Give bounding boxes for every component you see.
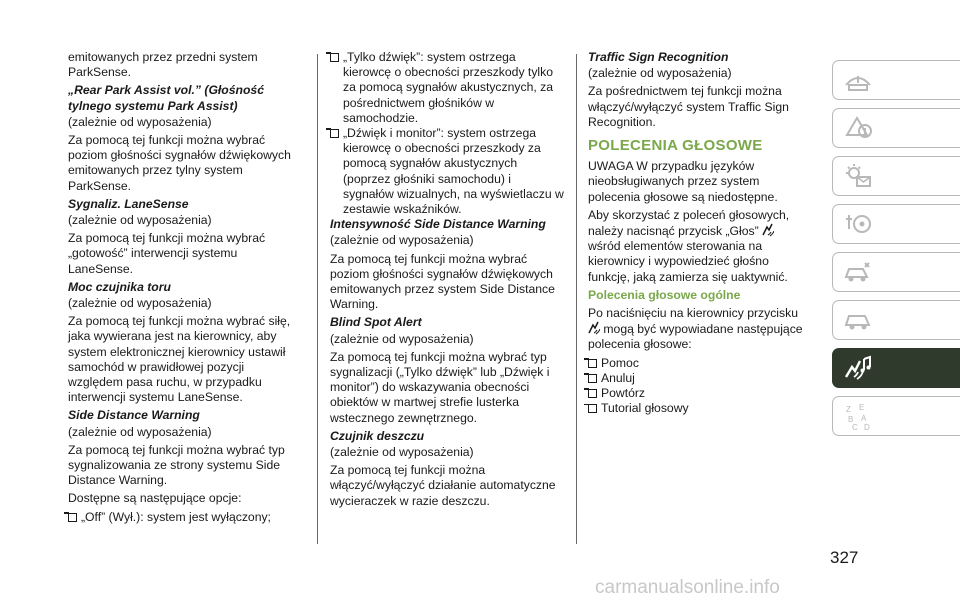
svg-text:Z: Z bbox=[846, 405, 851, 414]
bullet-box-icon bbox=[588, 389, 597, 398]
bullet-box-icon bbox=[330, 53, 339, 62]
bullet-text: „Off” (Wył.): system jest wyłączony; bbox=[81, 509, 271, 524]
chapter-tabs bbox=[832, 60, 960, 444]
bullet-box-icon bbox=[588, 404, 597, 413]
availability-note: (zależnie od wyposażenia) bbox=[330, 233, 474, 248]
voice-command-icon bbox=[762, 223, 774, 237]
voice-command-icon bbox=[588, 321, 600, 335]
heading-blind-spot-alert: Blind Spot Alert bbox=[330, 315, 422, 330]
paragraph: emitowanych przez przedni system ParkSense. bbox=[68, 50, 258, 80]
heading-rear-park-assist-vol: „Rear Park Assist vol.” (Głośność tylnego systemu Park Assist) bbox=[68, 83, 264, 113]
paragraph bbox=[588, 306, 808, 353]
heading-sdw-intensity: Intensywność Side Distance Warning bbox=[330, 217, 546, 232]
paragraph: Za pomocą tej funkcji można wybrać „gotowość” interwencji systemu LaneSense. bbox=[68, 231, 266, 276]
paragraph: Za pomocą tej funkcji można wybrać poziom głośności sygnałów dźwiękowych emitowanych przez tylny system ParkSense. bbox=[68, 133, 291, 193]
warning-info-icon bbox=[843, 113, 873, 143]
bullet-box-icon bbox=[588, 374, 597, 383]
bullet-item bbox=[588, 386, 808, 401]
car-crash-icon bbox=[843, 257, 873, 287]
paragraph-text: Po naciśnięciu na kierownicy przycisku bbox=[588, 306, 798, 321]
multimedia-voice-icon bbox=[843, 353, 873, 383]
bullet-item bbox=[330, 126, 564, 217]
bullet-text: Anuluj bbox=[601, 370, 635, 385]
bullet-text: Pomoc bbox=[601, 355, 639, 370]
column-separator bbox=[576, 54, 577, 544]
bullet-text: Tutorial głosowy bbox=[601, 401, 689, 416]
paragraph: Dostępne są następujące opcje: bbox=[68, 491, 242, 506]
watermark: carmanualsonline.info bbox=[595, 577, 780, 598]
heading-rain-sensor: Czujnik deszczu bbox=[330, 428, 425, 443]
column-separator bbox=[317, 54, 318, 544]
bullet-box-icon bbox=[330, 129, 339, 138]
tab-service[interactable] bbox=[832, 300, 960, 340]
availability-note: (zależnie od wyposażenia) bbox=[330, 331, 474, 346]
heading-lane-sensor-power: Moc czujnika toru bbox=[68, 279, 171, 294]
text-column-2 bbox=[330, 50, 564, 512]
tab-multimedia[interactable] bbox=[832, 348, 960, 388]
lights-message-icon bbox=[843, 161, 873, 191]
availability-note: (zależnie od wyposażenia) bbox=[68, 213, 212, 228]
paragraph: Za pośrednictwem tej funkcji można włączyć/wyłączyć system Traffic Sign Recognition. bbox=[588, 84, 789, 129]
svg-text:A: A bbox=[861, 414, 867, 423]
heading-lanesense-signal: Sygnaliz. LaneSense bbox=[68, 196, 189, 211]
paragraph: Za pomocą tej funkcji można włączyć/wyłączyć działanie automatyczne wycieraczek w razie deszczu. bbox=[330, 463, 556, 508]
paragraph: Za pomocą tej funkcji można wybrać siłę, jaka wywierana jest na kierownicy, aby system elektronicznej kierownicy ustawił samochód w prawidłowej pozycji względem pasa ruchu, w przypadku interwencji systemu LaneSense. bbox=[68, 314, 291, 405]
bullet-item bbox=[330, 50, 564, 126]
bullet-text: „Dźwięk i monitor”: system ostrzega kierowcę o obecności przeszkody za pomocą sygnałów akustycznych (poprzez głośniki samochodu) i sygnałów wizualnych, na wyświetlaczu w zestawie wskaźników. bbox=[343, 126, 564, 217]
dashboard-warning-icon bbox=[843, 65, 873, 95]
bullet-item bbox=[68, 510, 300, 525]
text-column-3 bbox=[588, 50, 808, 416]
heading-traffic-sign-recognition: Traffic Sign Recognition bbox=[588, 50, 729, 64]
tab-safety[interactable] bbox=[832, 204, 960, 244]
bullet-item bbox=[588, 401, 808, 416]
paragraph-text: wśród elementów sterowania na kierownicy i wypowiedzieć głośno funkcję, jaką zamierza się uaktywnić. bbox=[588, 239, 788, 284]
bullet-box-icon bbox=[588, 359, 597, 368]
tab-warnings[interactable] bbox=[832, 108, 960, 148]
tab-lights[interactable] bbox=[832, 156, 960, 196]
paragraph bbox=[588, 208, 808, 285]
bullet-item bbox=[588, 356, 808, 371]
vehicle-service-icon bbox=[843, 305, 873, 335]
availability-note: (zależnie od wyposażenia) bbox=[68, 114, 212, 129]
index-letters-icon bbox=[843, 401, 873, 431]
paragraph-text: mogą być wypowiadane następujące polecenia głosowe: bbox=[588, 322, 803, 352]
bullet-text: „Tylko dźwięk”: system ostrzega kierowcę o obecności przeszkody tylko za pomocą sygnałów akustycznych, za pośrednictwem głośników w samochodzie. bbox=[343, 50, 553, 125]
paragraph: Za pomocą tej funkcji można wybrać poziom głośności sygnałów dźwiękowych emitowanych przez system Side Distance Warning. bbox=[330, 251, 555, 312]
note-paragraph: UWAGA W przypadku języków nieobsługiwanych przez system polecenia głosowe są niedostępne. bbox=[588, 159, 778, 204]
paragraph: Za pomocą tej funkcji można wybrać typ sygnalizacji („Tylko dźwięk” lub „Dźwięk i monitor”) do wskazywania obecności obiektów w martwej strefie lusterka wstecznego zewnętrznego. bbox=[330, 349, 550, 425]
text-column-1 bbox=[68, 50, 300, 525]
svg-text:D: D bbox=[864, 423, 870, 431]
safety-steering-icon bbox=[843, 209, 873, 239]
availability-note: (zależnie od wyposażenia) bbox=[588, 66, 732, 81]
heading-side-distance-warning: Side Distance Warning bbox=[68, 408, 200, 423]
bullet-box-icon bbox=[68, 513, 77, 522]
availability-note: (zależnie od wyposażenia) bbox=[68, 296, 212, 311]
availability-note: (zależnie od wyposażenia) bbox=[330, 445, 474, 460]
bullet-item bbox=[588, 371, 808, 386]
tab-dashboard[interactable] bbox=[832, 60, 960, 100]
section-title: POLECENIA GŁOSOWE bbox=[588, 137, 763, 155]
availability-note: (zależnie od wyposażenia) bbox=[68, 424, 212, 439]
tab-emergency[interactable] bbox=[832, 252, 960, 292]
paragraph: Za pomocą tej funkcji można wybrać typ sygnalizowania ze strony systemu Side Distance Warning. bbox=[68, 442, 285, 488]
tab-index[interactable] bbox=[832, 396, 960, 436]
paragraph-text: Aby skorzystać z poleceń głosowych, należy nacisnąć przycisk „Głos” bbox=[588, 207, 790, 239]
page-number: 327 bbox=[830, 548, 859, 567]
bullet-text: Powtórz bbox=[601, 386, 646, 401]
svg-text:B: B bbox=[848, 415, 854, 424]
svg-text:E: E bbox=[859, 403, 865, 412]
subsection-title: Polecenia głosowe ogólne bbox=[588, 287, 741, 302]
svg-text:C: C bbox=[852, 423, 858, 431]
